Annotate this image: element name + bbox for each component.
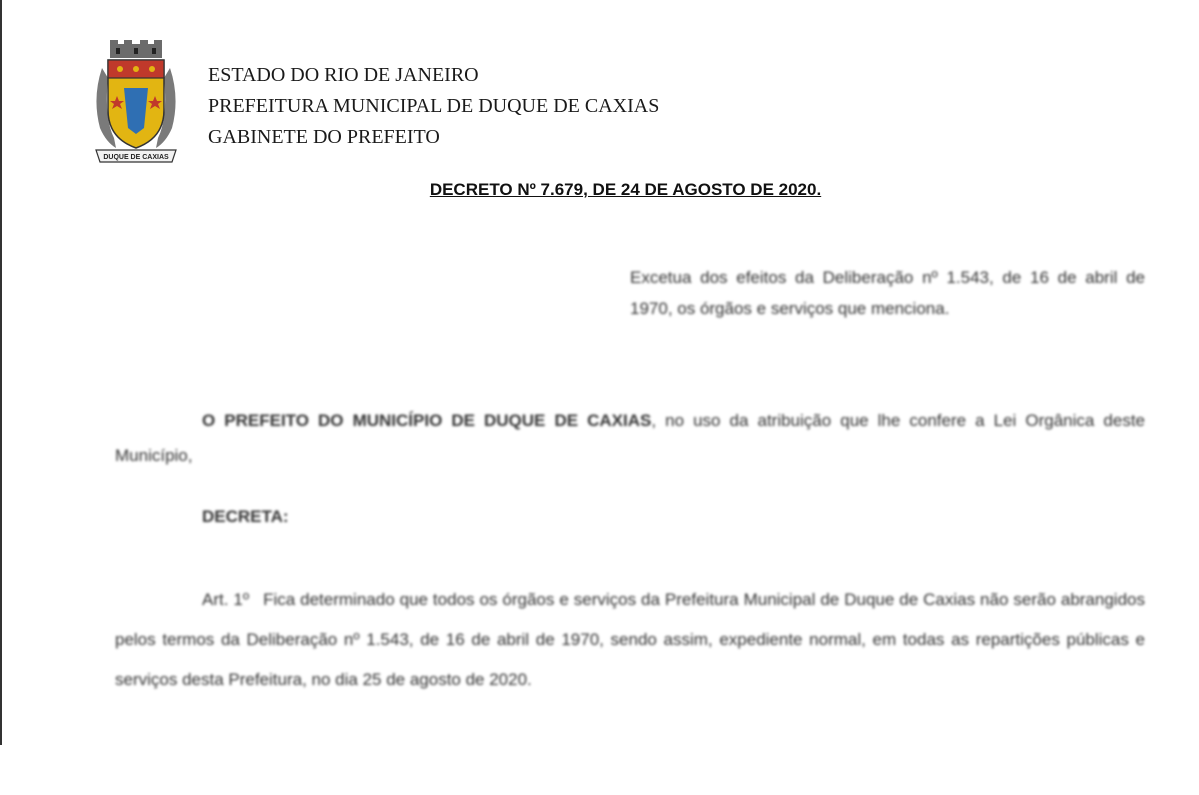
letterhead [208,60,659,153]
state-name: ESTADO DO RIO DE JANEIRO [208,64,479,86]
preamble-paragraph [115,403,1145,473]
decree-title: DECRETO Nº 7.679, DE 24 DE AGOSTO DE 2020. [429,180,822,199]
coat-of-arms-logo [90,38,182,166]
mural-crown [110,40,162,58]
svg-text:DUQUE DE CAXIAS: DUQUE DE CAXIAS [103,154,169,161]
article-label: Art. 1º [202,590,250,609]
preamble-text: , no uso da atribuição que lhe confere a Lei Orgânica deste Município, [115,411,1145,465]
preamble-authority: O PREFEITO DO MUNICÍPIO DE DUQUE DE CAXIAS [202,411,652,430]
article-1-paragraph [115,580,1145,700]
office-name: GABINETE DO PREFEITO [208,126,440,148]
page-left-border [0,0,2,745]
decree-summary: Excetua dos efeitos da Deliberação nº 1.543, de 16 de abril de 1970, os órgãos e serviços que menciona. [630,268,1145,318]
decreta-heading: DECRETA: [202,507,289,526]
municipality-name: PREFEITURA MUNICIPAL DE DUQUE DE CAXIAS [208,95,660,117]
article-text: Fica determinado que todos os órgãos e serviços da Prefeitura Municipal de Duque de Caxias não serão abrangidos pelos termos da Deliberação nº 1.543, de 16 de abril de 1970, sendo assim, expediente normal, em todas as repartições públicas e serviços desta Prefeitura, no dia 25 de agosto de 2020. [115,590,1145,689]
